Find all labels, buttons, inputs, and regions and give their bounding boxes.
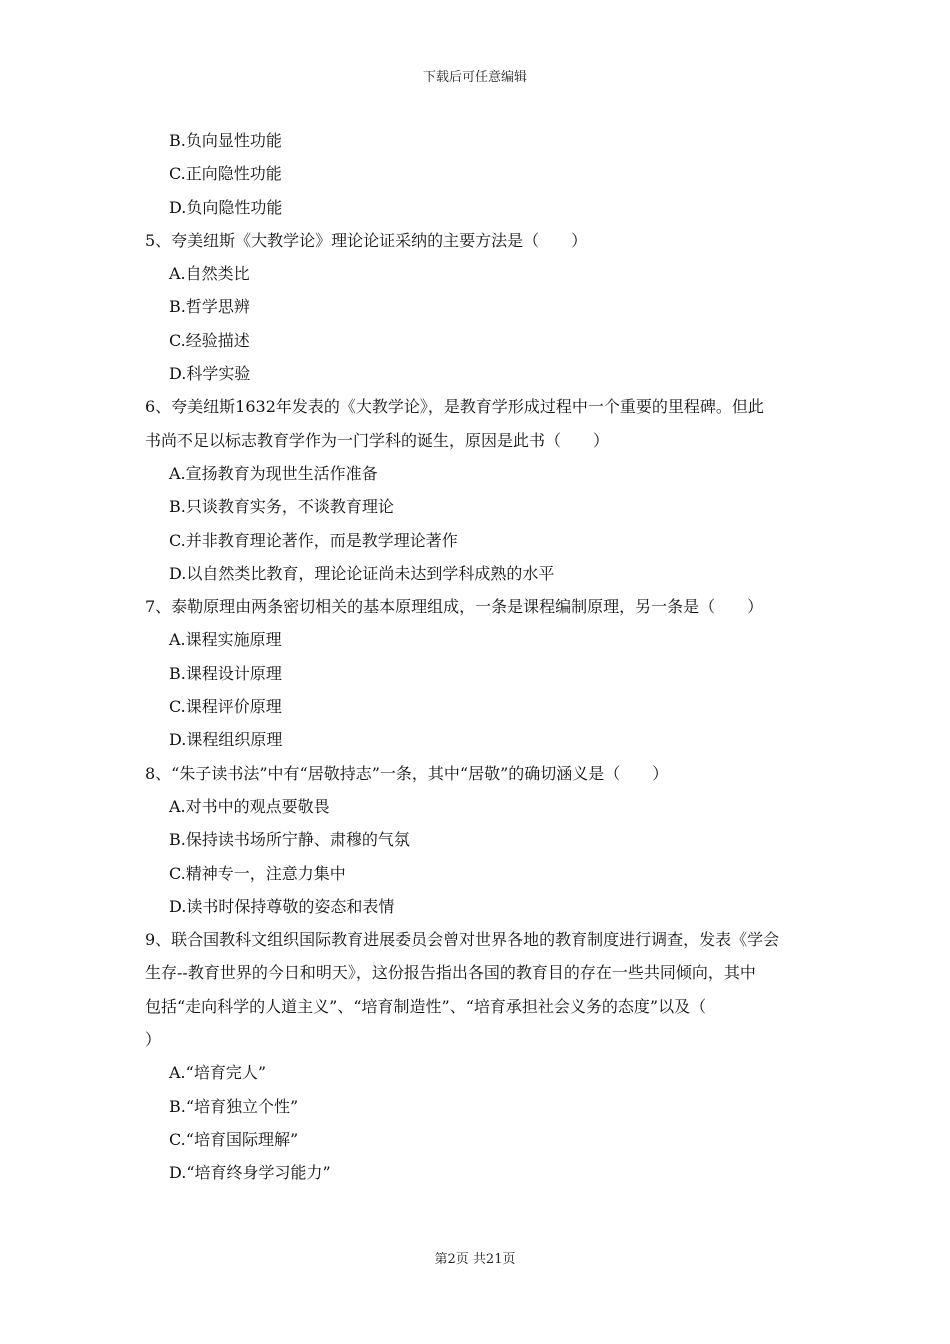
answer-option: D.“培育终身学习能力” xyxy=(169,1163,331,1183)
page-footer: 第2页 共21页 xyxy=(434,1252,516,1267)
answer-option: A.对书中的观点要敬畏 xyxy=(169,796,330,816)
answer-option: C.精神专一，注意力集中 xyxy=(169,863,346,883)
answer-option: D.以自然类比教育，理论论证尚未达到学科成熟的水平 xyxy=(169,563,555,583)
question-text: 7、泰勒原理由两条密切相关的基本原理组成，一条是课程编制原理，另一条是（ ） xyxy=(145,597,764,617)
question-text: 9、联合国教科文组织国际教育进展委员会曾对世界各地的教育制度进行调查，发表《学会 xyxy=(145,930,780,950)
question-text: ） xyxy=(145,1030,162,1050)
page-header: 下载后可任意编辑 xyxy=(422,70,527,85)
answer-option: B.只谈教育实务，不谈教育理论 xyxy=(169,497,394,517)
answer-option: A.自然类比 xyxy=(169,264,250,284)
document-body xyxy=(145,124,810,1190)
answer-option: C.“培育国际理解” xyxy=(169,1129,299,1149)
question-text: 包括“走向科学的人道主义”、“培育制造性”、“培育承担社会义务的态度”以及（ xyxy=(145,996,707,1016)
answer-option: C.并非教育理论著作，而是教学理论著作 xyxy=(169,530,458,550)
answer-option: D.科学实验 xyxy=(169,364,251,384)
answer-option: D.负向隐性功能 xyxy=(169,197,283,217)
answer-option: D.课程组织原理 xyxy=(169,730,283,750)
question-text: 生存--教育世界的今日和明天》，这份报告指出各国的教育目的存在一些共同倾向，其中 xyxy=(145,963,756,983)
answer-option: B.“培育独立个性” xyxy=(169,1096,299,1116)
answer-option: D.读书时保持尊敬的姿态和表情 xyxy=(169,896,395,916)
answer-option: A.宣扬教育为现世生活作准备 xyxy=(169,463,378,483)
answer-option: B.保持读书场所宁静、肃穆的气氛 xyxy=(169,830,410,850)
answer-option: C.正向隐性功能 xyxy=(169,164,282,184)
answer-option: C.经验描述 xyxy=(169,330,250,350)
question-text: 6、夸美纽斯1632年发表的《大教学论》，是教育学形成过程中一个重要的里程碑。但此 xyxy=(145,397,764,417)
answer-option: A.“培育完人” xyxy=(169,1063,267,1083)
question-text: 5、夸美纽斯《大教学论》理论论证采纳的主要方法是（ ） xyxy=(145,230,588,250)
answer-option: C.课程评价原理 xyxy=(169,697,282,717)
question-text: 书尚不足以标志教育学作为一门学科的诞生，原因是此书（ ） xyxy=(145,430,610,450)
answer-option: B.哲学思辨 xyxy=(169,297,250,317)
answer-option: B.负向显性功能 xyxy=(169,131,282,150)
question-text: 8、“朱子读书法”中有“居敬持志”一条，其中“居敬”的确切涵义是（ ） xyxy=(145,763,669,783)
answer-option: B.课程设计原理 xyxy=(169,663,282,683)
answer-option: A.课程实施原理 xyxy=(169,630,282,650)
